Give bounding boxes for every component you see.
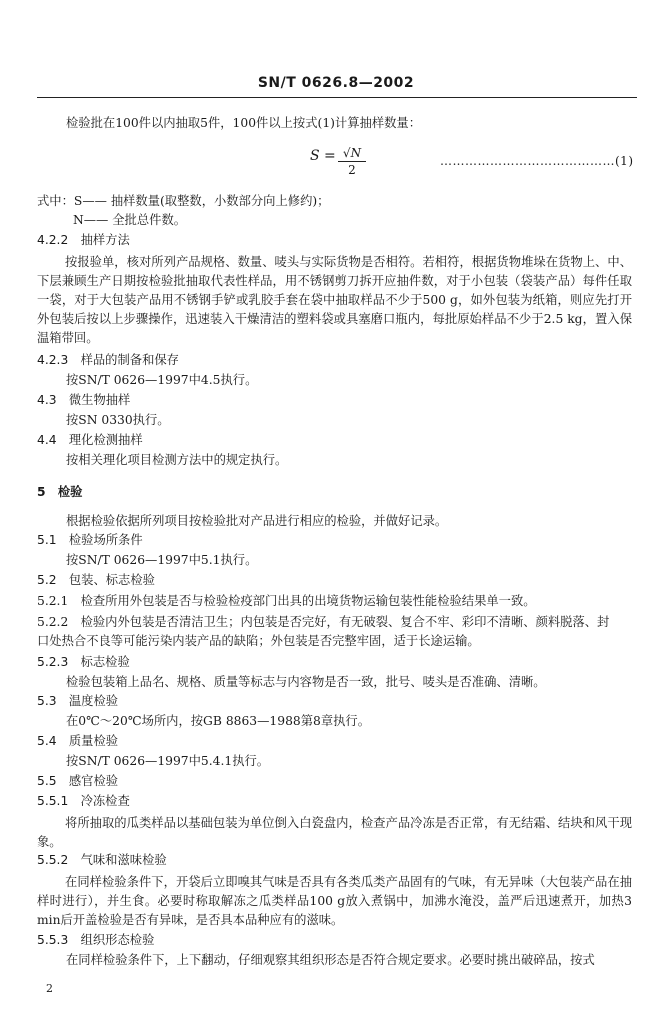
where-n: N—— 全批总件数。: [73, 213, 187, 227]
formula-lhs: S =: [310, 148, 336, 164]
body-4-3: 按SN 0330执行。: [66, 413, 170, 427]
body-5-4: 按SN/T 0626—1997中5.4.1执行。: [66, 754, 270, 768]
heading-5-5-1: 5.5.1 冷冻检查: [37, 794, 130, 808]
page-number: 2: [46, 982, 53, 995]
body-5: 根据检验依据所列项目按检验批对产品进行相应的检验，并做好记录。: [66, 514, 448, 528]
body-5-3: 在0℃～20℃场所内，按GB 8863—1988第8章执行。: [66, 714, 371, 728]
heading-5-5-2: 5.5.2 气味和滋味检验: [37, 853, 167, 867]
heading-5-2-3: 5.2.3 标志检验: [37, 655, 130, 669]
body-5-1: 按SN/T 0626—1997中5.1执行。: [66, 553, 258, 567]
item-5-2-1: 5.2.1 检查所用外包装是否与检验检疫部门出具的出境货物运输包装性能检验结果单一致。: [37, 594, 536, 608]
body-4-2-2: 按报验单，核对所列产品规格、数量、唛头与实际货物是否相符。若相符，根据货物堆垛在货物上、中、下层兼顾生产日期按检验批抽取代表性样品，用不锈钢剪刀拆开应抽件数，对于小包装（袋装产品）每件任取一袋，对于大包装产品用不锈钢手铲或乳胶手套在袋中抽取样品不少于500 g，如外包装为纸箱，则应先打开外包装后按以上步骤操作，迅速装入干燥清洁的塑料袋或具塞磨口瓶内，每批原始样品不少于2.5 kg，置入保温箱带回。: [37, 255, 632, 345]
heading-5-3: 5.3 温度检验: [37, 694, 119, 708]
heading-5-5: 5.5 感官检验: [37, 774, 119, 788]
heading-4-4: 4.4 理化检测抽样: [37, 433, 143, 447]
heading-5-4: 5.4 质量检验: [37, 734, 119, 748]
heading-4-2-3: 4.2.3 样品的制备和保存: [37, 353, 179, 367]
heading-5: 5 检验: [37, 485, 83, 499]
formula-fraction: [338, 146, 366, 177]
body-4-2-3: 按SN/T 0626—1997中4.5执行。: [66, 373, 258, 387]
heading-5-5-3: 5.5.3 组织形态检验: [37, 933, 155, 947]
header-rule: [37, 97, 637, 98]
body-4-4: 按相关理化项目检测方法中的规定执行。: [66, 453, 288, 467]
body-5-5-2: 在同样检验条件下，开袋后立即嗅其气味是否具有各类瓜类产品固有的气味，有无异味（大包装产品在抽样时进行），并生食。必要时称取解冻之瓜类样品100 g放入煮锅中，加沸水淹没，盖严后迅速煮开，加热3 min后开盖检验是否有异味，是否具本品种应有的滋味。: [37, 875, 632, 927]
body-5-5-1: 将所抽取的瓜类样品以基础包装为单位倒入白瓷盘内，检查产品冷冻是否正常，有无结霜、结块和风干现象。: [37, 816, 632, 849]
sampling-intro: 检验批在100件以内抽取5件，100件以上按式(1)计算抽样数量：: [66, 116, 422, 130]
body-5-5-3: 在同样检验条件下，上下翻动，仔细观察其组织形态是否符合规定要求。必要时挑出破碎品，按式: [66, 953, 595, 967]
item-5-2-2-line2: 口处热合不良等可能污染内装产品的缺陷；外包装是否完整牢固，适于长途运输。: [37, 634, 480, 648]
formula-number: ……………………………………(1): [440, 154, 634, 168]
heading-4-3: 4.3 微生物抽样: [37, 393, 131, 407]
formula-numerator: √N: [338, 146, 366, 162]
heading-5-2: 5.2 包装、标志检验: [37, 573, 155, 587]
heading-5-1: 5.1 检验场所条件: [37, 533, 143, 547]
where-s: 式中：S—— 抽样数量(取整数，小数部分向上修约)；: [37, 194, 330, 208]
page-header: SN/T 0626.8—2002: [257, 75, 415, 91]
formula-denominator: 2: [348, 163, 356, 177]
item-5-2-2-line1: 5.2.2 检验内外包装是否清洁卫生；内包装是否完好，有无破裂、复合不牢、彩印不清晰、颜料脱落、封: [37, 615, 610, 629]
body-5-2-3: 检验包装箱上品名、规格、质量等标志与内容物是否一致，批号、唛头是否准确、清晰。: [66, 675, 546, 689]
heading-4-2-2: 4.2.2 抽样方法: [37, 233, 130, 247]
